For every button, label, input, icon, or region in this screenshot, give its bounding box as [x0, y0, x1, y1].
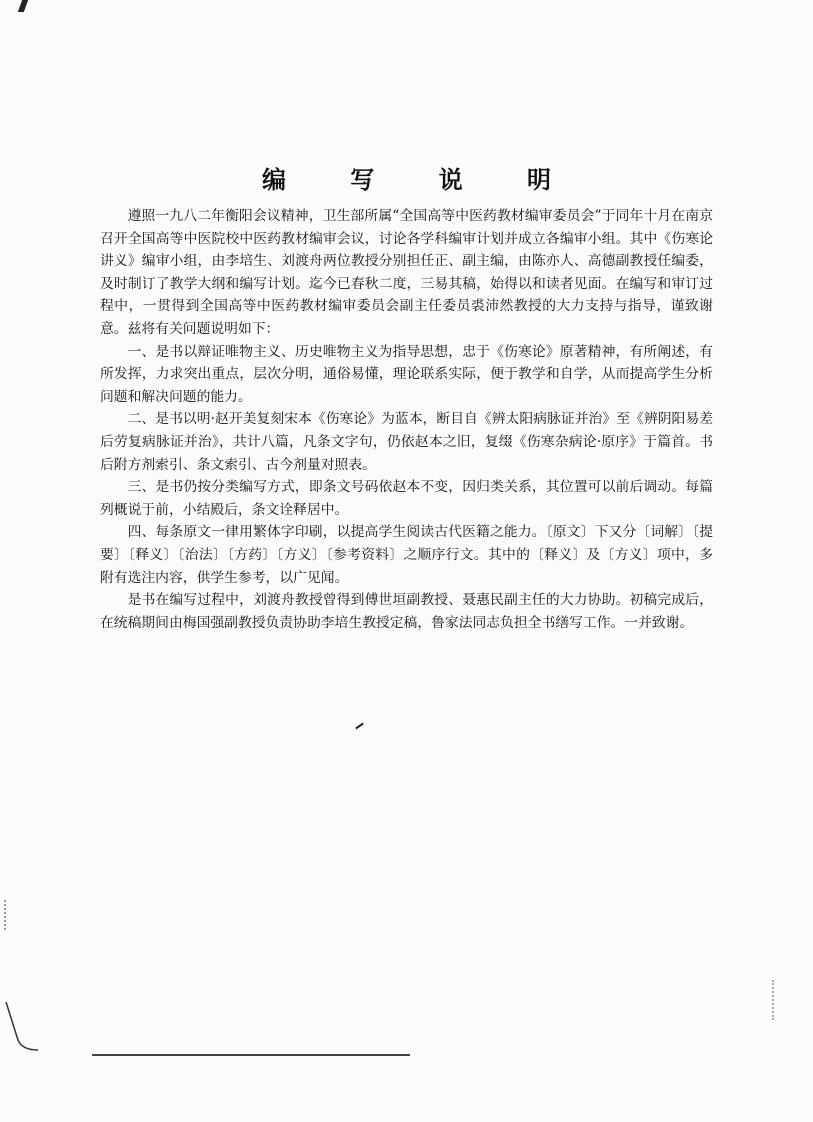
scan-edge-dots	[4, 900, 9, 930]
paragraph-point-4: 四、每条原文一律用繁体字印刷，以提高学生阅读古代医籍之能力。〔原文〕下又分〔词解〕〔提要〕〔释义〕〔治法〕〔方药〕〔方义〕〔参考资料〕之顺序行文。其中的〔释义〕及〔方义〕项中，多附有选注内容，供学生参考，以广见闻。	[100, 524, 713, 586]
scan-dots-right	[772, 980, 777, 1020]
ink-speck	[355, 723, 364, 730]
bottom-rule	[92, 1054, 410, 1056]
paragraph-acknowledgement: 是书在编写过程中，刘渡舟教授曾得到傅世垣副教授、聂惠民副主任的大力协助。初稿完成后，在统稿期间由梅国强副教授负责协助李培生教授定稿，鲁家法同志负担全书缮写工作。一并致谢。	[100, 592, 713, 631]
page-title: 编 写 说 明	[261, 165, 580, 194]
body-text	[100, 205, 713, 634]
paragraph-point-2: 二、是书以明·赵开美复刻宋本《伤寒论》为蓝本，断目自《辨太阳病脉证并治》至《辨阴阳易差后劳复病脉证并治》，共计八篇，凡条文字句，仍依赵本之旧，复缀《伤寒杂病论·原序》于篇首。书后附方剂索引、条文索引、古今剂量对照表。	[100, 411, 713, 473]
paragraph-point-1: 一、是书以辩证唯物主义、历史唯物主义为指导思想，忠于《伤寒论》原著精神，有所阐述，有所发挥，力求突出重点，层次分明，通俗易懂，理论联系实际，便于教学和自学，从而提高学生分析问题和解决问题的能力。	[100, 343, 713, 405]
paragraph-intro: 遵照一九八二年衡阳会议精神，卫生部所属“全国高等中医药教材编审委员会”于同年十月在南京召开全国高等中医院校中医药教材编审会议，讨论各学科编审计划并成立各编审小组。其中《伤寒论讲义》编审小组，由李培生、刘渡舟两位教授分别担任正、副主编，由陈亦人、高德副教授任编委，及时制订了教学大纲和编写计划。迄今已春秋二度，三易其稿，始得以和读者见面。在编写和审订过程中，一贯得到全国高等中医药教材编审委员会副主任委员裘沛然教授的大力支持与指导，谨致谢意。兹将有关问题说明如下：	[100, 208, 713, 337]
scan-edge-stroke	[4, 1000, 44, 1060]
paragraph-point-3: 三、是书仍按分类编写方式，即条文号码依赵本不变，因归类关系，其位置可以前后调动。每篇列概说于前，小结殿后，条文诠释居中。	[100, 479, 713, 518]
ink-mark	[18, 0, 28, 12]
